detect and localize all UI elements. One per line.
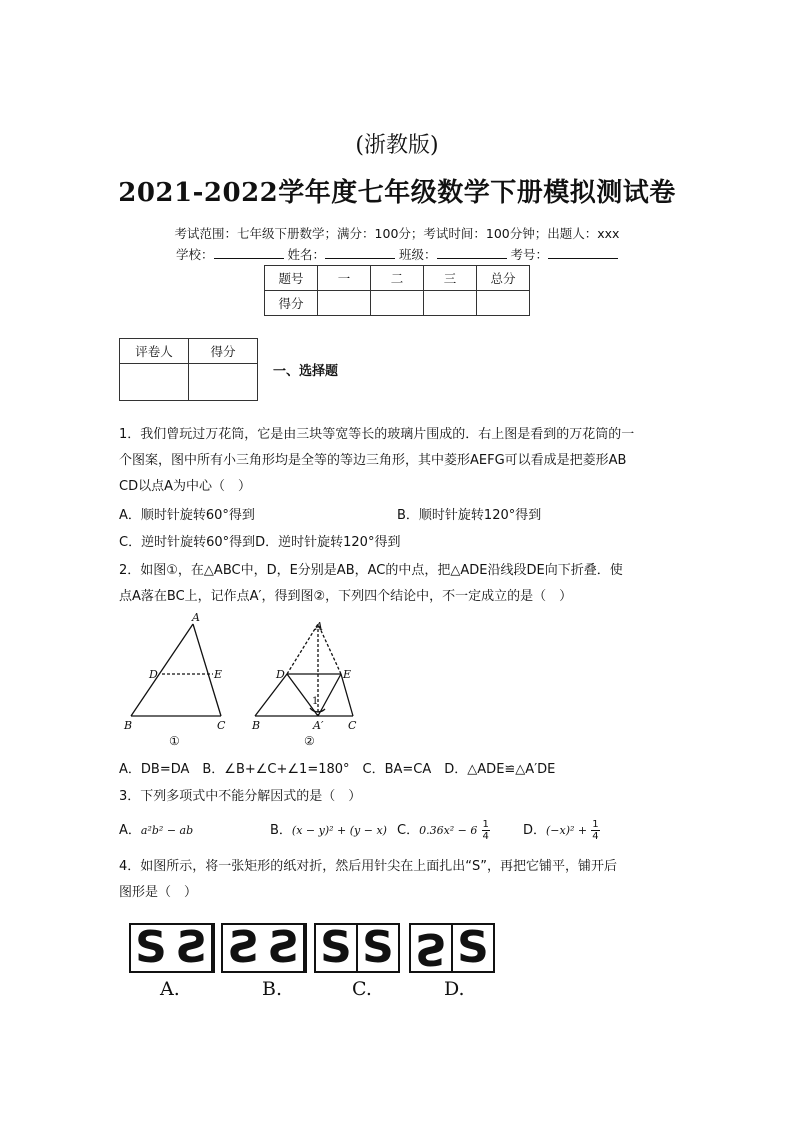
q3-stem: 3．下列多项式中不能分解因式的是（ ） <box>119 789 362 804</box>
fig1-label-a: A <box>192 612 200 624</box>
grader-entry[interactable] <box>120 364 189 401</box>
figure-2 <box>255 624 353 716</box>
q3-option-a-label: A． <box>119 823 141 838</box>
q4-label-c: C. <box>352 978 372 1000</box>
class-blank[interactable] <box>437 245 507 259</box>
fig1-caption: ① <box>169 734 180 748</box>
fig2-label-a-prime: A′ <box>313 719 324 732</box>
q4-choice-b-image[interactable] <box>221 923 307 973</box>
fig2-label-a: A <box>315 620 323 633</box>
s-letter: S <box>356 925 398 971</box>
q2-options: A．DB=DA B．∠B+∠C+∠1=180° C．BA=CA D．△ADE≌△A′DE <box>119 762 556 777</box>
school-label: 学校： <box>175 247 214 262</box>
grader-header: 评卷人 <box>120 339 189 364</box>
figure-1 <box>131 624 221 716</box>
school-blank[interactable] <box>214 245 284 259</box>
grader-table <box>119 338 258 401</box>
exam-title: 2021-2022学年度七年级数学下册模拟测试卷 <box>118 178 676 208</box>
fig2-label-b: B <box>252 719 261 732</box>
fig1-label-d: D <box>149 668 158 681</box>
q1-line-3: CD以点A为中心（ ） <box>119 479 251 494</box>
score-table <box>264 265 530 316</box>
q3-option-d <box>523 818 600 844</box>
q3-option-b-expr: (x − y)² + (y − x) <box>291 824 387 837</box>
name-label: 姓名： <box>287 247 325 262</box>
score-entry[interactable] <box>371 291 424 316</box>
score-cell: 总分 <box>477 266 530 291</box>
fig2-label-e: E <box>343 668 352 681</box>
s-letter: S <box>135 922 167 973</box>
fig2-label-c: C <box>348 719 357 732</box>
q4-label-b: B. <box>262 978 283 1000</box>
fig1-label-c: C <box>217 719 226 732</box>
q4-choice-a-image[interactable] <box>129 923 215 973</box>
q4-label-d: D. <box>444 978 465 1000</box>
q3-option-c-fraction <box>482 819 490 842</box>
q4-label-a: A. <box>160 978 180 1000</box>
fig2-dashed-ad <box>287 624 318 674</box>
q2-line-2: 点A落在BC上，记作点A′，得到图②，下列四个结论中，不一定成立的是（ ） <box>119 589 573 604</box>
score-table-score-row <box>265 291 530 316</box>
exam-number-blank[interactable] <box>548 245 618 259</box>
q3-option-c <box>397 818 490 844</box>
score-entry[interactable] <box>477 291 530 316</box>
fig2-segment-ea2 <box>318 674 341 716</box>
q3-option-d-expr: (−x)² + <box>546 824 588 837</box>
exam-info: 考试范围：七年级下册数学；满分：100分；考试时间：100分钟；出题人：xxx <box>174 226 620 241</box>
s-letter-mirrored: S <box>227 922 259 973</box>
grader-header: 得分 <box>189 339 258 364</box>
q3-option-c-expr: 0.36x² − 6 <box>419 824 478 837</box>
section-title: 一、选择题 <box>273 364 339 379</box>
fig1-side-ab <box>131 624 193 716</box>
q2-figures <box>115 612 365 752</box>
q3-option-b-label: B． <box>270 823 292 838</box>
score-row-label: 得分 <box>265 291 318 316</box>
q1-line-1: 1．我们曾玩过万花筒，它是由三块等宽等长的玻璃片围成的．右上图是看到的万花筒的一 <box>119 427 635 442</box>
q1-option-a: A．顺时针旋转60°得到 <box>119 508 255 523</box>
grader-entry[interactable] <box>189 364 258 401</box>
q3-option-b <box>270 818 387 844</box>
score-cell: 二 <box>371 266 424 291</box>
fig1-label-e: E <box>214 668 223 681</box>
name-blank[interactable] <box>325 245 395 259</box>
score-entry[interactable] <box>424 291 477 316</box>
score-cell: 三 <box>424 266 477 291</box>
s-letter-mirrored: S <box>263 925 305 971</box>
q3-option-a-expr: a²b² − ab <box>140 824 194 837</box>
q3-option-d-label: D． <box>523 823 547 838</box>
s-letter: S <box>320 922 352 973</box>
score-entry[interactable] <box>318 291 371 316</box>
s-letter-flipped: S <box>415 923 447 974</box>
edition-label: (浙教版) <box>355 133 439 158</box>
class-label: 班级： <box>398 247 437 262</box>
q2-line-1: 2．如图①，在△ABC中，D，E分别是AB，AC的中点，把△ADE沿线段DE向下折叠．使 <box>119 563 623 578</box>
fraction-denominator: 4 <box>592 831 599 842</box>
s-letter-mirrored: S <box>171 925 213 971</box>
q4-line-2: 图形是（ ） <box>119 885 198 900</box>
fraction-numerator: 1 <box>592 819 599 830</box>
fraction-denominator: 4 <box>482 831 489 842</box>
q3-option-d-fraction <box>591 819 599 842</box>
q4-line-1: 4．如图所示，将一张矩形的纸对折，然后用针尖在上面扎出“S”，再把它铺平，铺开后 <box>119 859 617 874</box>
fig2-caption: ② <box>304 734 315 748</box>
score-cell: 一 <box>318 266 371 291</box>
q4-choice-c-image[interactable] <box>314 923 400 973</box>
fig1-label-b: B <box>124 719 133 732</box>
fig2-label-d: D <box>276 668 285 681</box>
student-info-line <box>0 245 794 263</box>
q1-line-2: 个图案，图中所有小三角形均是全等的等边三角形，其中菱形AEFG可以看成是把菱形AB <box>119 453 627 468</box>
q3-option-c-label: C． <box>397 823 420 838</box>
fig2-angle-1-label: 1 <box>312 696 319 707</box>
q3-option-a <box>119 818 193 844</box>
score-cell: 题号 <box>265 266 318 291</box>
score-table-header-row <box>265 266 530 291</box>
fraction-numerator: 1 <box>482 819 489 830</box>
q4-choice-d-image[interactable] <box>409 923 495 973</box>
q1-option-b: B．顺时针旋转120°得到 <box>397 508 542 523</box>
exam-number-label: 考号： <box>510 247 548 262</box>
s-letter: S <box>451 925 493 971</box>
fig2-segment-da2 <box>287 674 318 716</box>
q1-option-cd: C．逆时针旋转60°得到D．逆时针旋转120°得到 <box>119 535 401 550</box>
